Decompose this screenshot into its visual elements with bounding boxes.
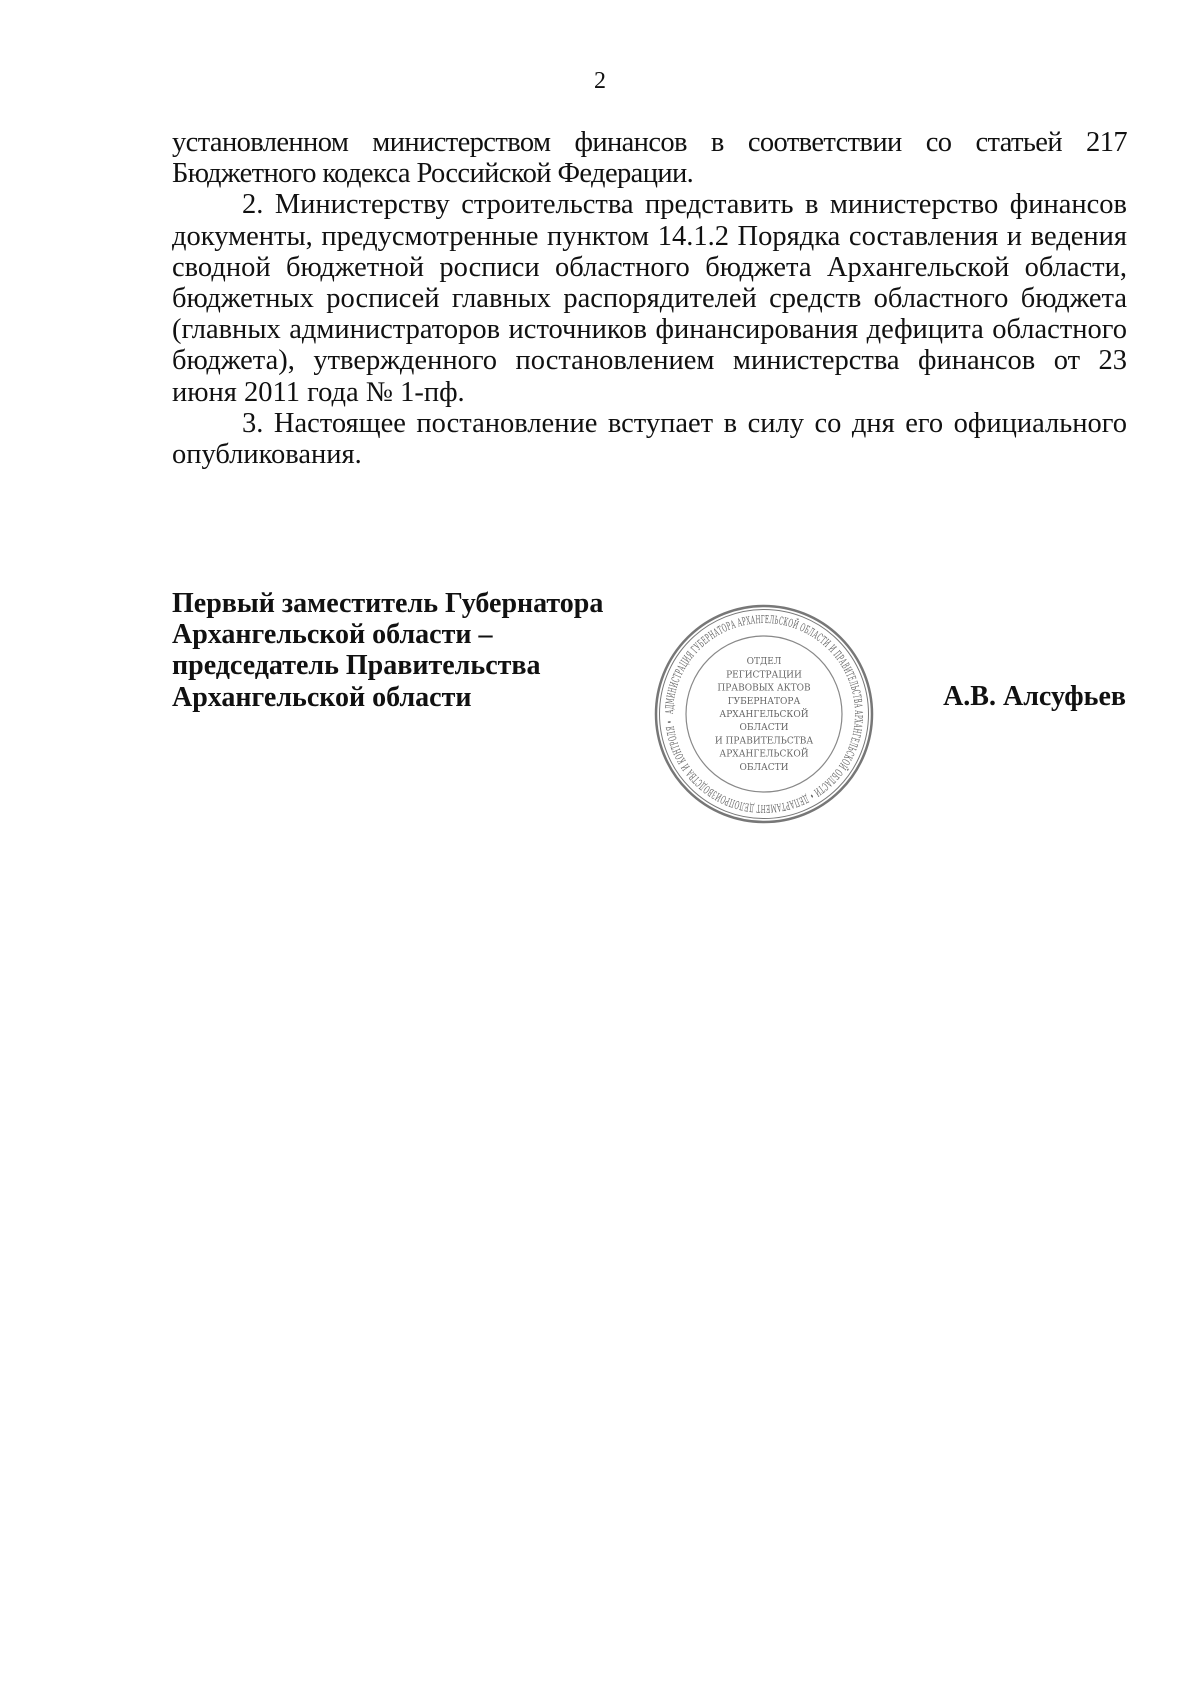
signer-title-line: Архангельской области –	[172, 619, 493, 651]
svg-text:АДМИНИСТРАЦИЯ ГУБЕРНАТОРА АРХА: АДМИНИСТРАЦИЯ ГУБЕРНАТОРА АРХАНГЕЛЬСКОЙ ОБЛАСТИ И ПРАВИТЕЛЬСТВА АРХАНГЕЛЬСКОЙ ОБЛАСТИ • ДЕПАРТАМЕНТ ДЕЛОПРОИЗВОДСТВА И КОНТРОЛЯ •	[662, 612, 866, 816]
seal-center-line: ГУБЕРНАТОРА	[727, 696, 801, 707]
seal-center-line: И ПРАВИТЕЛЬСТВА	[714, 736, 814, 747]
document-body	[172, 127, 1127, 470]
seal-center-line: АРХАНГЕЛЬСКОЙ	[719, 749, 809, 760]
page-number: 2	[594, 68, 606, 94]
signer-title-line: председатель Правительства	[172, 650, 541, 682]
seal-center-line: ПРАВОВЫХ АКТОВ	[717, 683, 811, 694]
signer-name: А.В. Алсуфьев	[943, 681, 1126, 712]
signer-title-line: Архангельской области	[172, 681, 472, 713]
signer-title-line: Первый заместитель Губернатора	[172, 588, 604, 619]
signer-title	[172, 588, 603, 713]
seal-center-line: ОБЛАСТИ	[739, 762, 789, 773]
seal-center-line: ОБЛАСТИ	[739, 723, 789, 734]
paragraph-item-2: 2. Министерству строительства представить в министерство финансов документы, предусмотренные пунктом 14.1.2 Порядка составления и ведения сводной бюджетной росписи областного бюджета Архангельской области, бюджетных росписей главных распорядителей средств областного бюджета (главных администраторов источников финансирования дефицита областного бюджета), утвержденного постановлением министерства финансов от 23 июня 2011 года № 1-пф.	[172, 189, 1127, 408]
paragraph-item-3: 3. Настоящее постановление вступает в силу со дня его официального опубликования.	[172, 407, 1127, 471]
seal-center-line: ОТДЕЛ	[746, 657, 782, 668]
official-seal-stamp	[652, 602, 876, 826]
seal-center-line: АРХАНГЕЛЬСКОЙ	[719, 710, 809, 720]
seal-graphic	[652, 602, 876, 826]
seal-center-line: РЕГИСТРАЦИИ	[726, 670, 802, 681]
paragraph-continuation: установленном министерством финансов в соответствии со статьей 217 Бюджетного кодекса Российской Федерации.	[172, 127, 1127, 190]
